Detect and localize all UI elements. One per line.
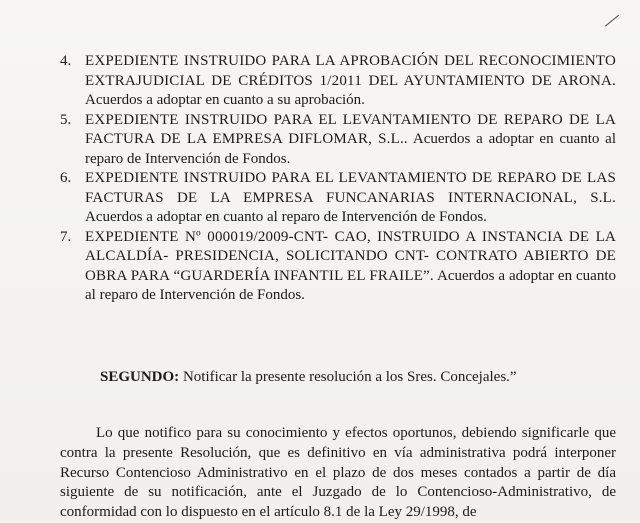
item-number: 6.	[60, 170, 72, 186]
item-text: EXPEDIENTE Nº 000019/2009-CNT- CAO, INSTRUIDO A INSTANCIA DE LA ALCALDÍA- PRESIDENCIA, SOLICITANDO CNT- CONTRATO ABIERTO DE OBRA PARA “GUARDERÍA INFANTIL EL FRAILE”. Acuerdos a adoptar en cuanto al reparo de Intervención de Fondos.	[85, 228, 617, 303]
item-number: 7.	[60, 228, 72, 245]
item-number: 4.	[60, 53, 72, 69]
closing-paragraph: Lo que notifico para su conocimiento y efectos oportunos, debiendo significarle que contra la presente Resolución, que es definitivo en vía administrativa podrá interponer Recurso Contencioso Administrativo en el plazo de dos meses contados a partir de día siguiente de su notificación, ante el Juzgado de lo Contencioso-Administrativo, de conformidad con lo dispuesto en el artículo 8.1 de la Ley 29/1998, de	[60, 425, 616, 521]
segundo-paragraph	[100, 369, 517, 386]
pen-mark: ⁄	[607, 7, 618, 34]
item-text: EXPEDIENTE INSTRUIDO PARA EL LEVANTAMIENTO DE REPARO DE LA FACTURA DE LA EMPRESA DIFLOMAR, S.L.. Acuerdos a adoptar en cuanto al reparo de Intervención de Fondos.	[85, 111, 616, 167]
list-item	[60, 228, 616, 306]
list-item	[60, 169, 616, 228]
item-text: EXPEDIENTE INSTRUIDO PARA LA APROBACIÓN DEL RECONOCIMIENTO EXTRAJUDICIAL DE CRÉDITOS 1/2011 DEL AYUNTAMIENTO DE ARONA. Acuerdos a adoptar en cuanto a su aprobación.	[85, 53, 616, 108]
item-number: 5.	[60, 111, 72, 128]
segundo-text: Notificar la presente resolución a los Sres. Concejales.”	[179, 369, 517, 385]
list-item	[60, 52, 616, 111]
segundo-label: SEGUNDO:	[100, 369, 180, 385]
agenda-items-list	[60, 52, 616, 306]
item-text: EXPEDIENTE INSTRUIDO PARA EL LEVANTAMIENTO DE REPARO DE LAS FACTURAS DE LA EMPRESA FUNCANARIAS INTERNACIONAL, S.L. Acuerdos a adoptar en cuanto al reparo de Intervención de Fondos.	[85, 170, 616, 225]
list-item	[60, 111, 616, 170]
